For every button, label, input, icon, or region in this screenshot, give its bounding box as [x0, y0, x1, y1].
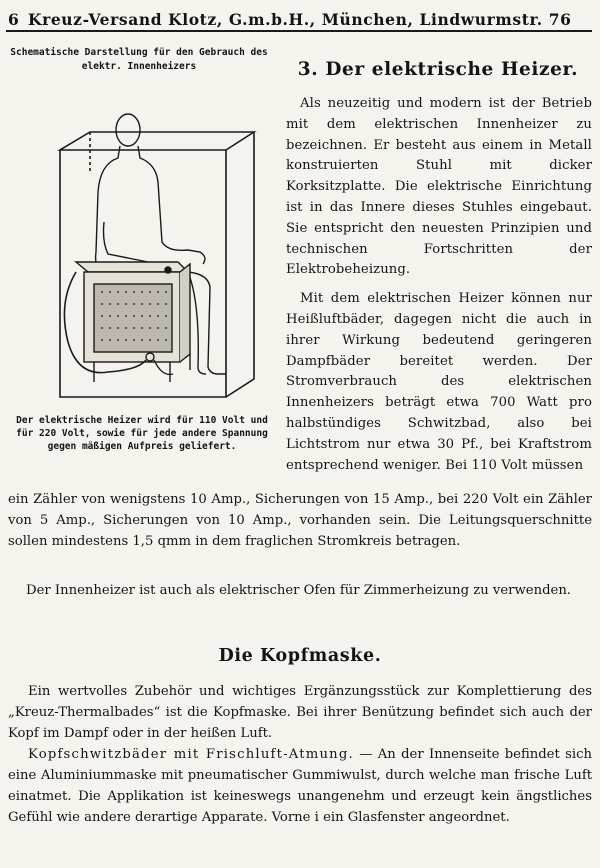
- kopfmaske-paragraph-2-text: — An der Innenseite befindet sich eine Aluminiummaske mit pneumatischer Gummiwulst, durch welche man frische Luft einatmet. Die Applikation ist keineswegs unangenehm und erzeugt kein ängstliches Gefühl wie andere derartige Apparate. Vorne i ein Glasfenster angeordnet.: [8, 747, 592, 825]
- page-header: [6, 4, 592, 32]
- heater-text-column: [286, 94, 592, 476]
- heater-paragraph-1: Als neuzeitig und modern ist der Betrieb mit dem elektrischen Innenheizer zu bezeichnen. Er besteht aus einem in Metall konstruierten Stuhl mit dicker Korksitzplatte. Die elektrische Einrichtung ist in das Innere dieses Stuhles eingebaut. Sie entspricht den neuesten Prinzipien und technischen Fortschritten der Elektrobeheizung.: [286, 96, 592, 278]
- heater-paragraph-2-continued: ein Zähler von wenigstens 10 Amp., Sicherungen von 15 Amp., bei 220 Volt ein Zähler von 5 Amp., Sicherungen von 10 Amp., vorhanden sein. Die Leitungsquerschnitte sollen mindestens 1,5 qmm in dem fraglichen Stromkreis betragen.: [8, 492, 592, 549]
- figure-caption-top: Schematische Darstellung für den Gebrauch des elektr. Innenheizers: [10, 47, 268, 72]
- heater-paragraph-3-text: Der Innenheizer ist auch als elektrischer Ofen für Zimmerheizung zu verwenden.: [26, 583, 572, 598]
- figure-caption-bottom: Der elektrische Heizer wird für 110 Volt und für 220 Volt, sowie für jede andere Spannung gegen mäßigen Aufpreis geliefert.: [16, 415, 268, 452]
- kopfmaske-paragraph-1: Ein wertvolles Zubehör und wichtiges Ergänzungsstück zur Komplettierung des „Kreuz-Thermalbades“ ist die Kopfmaske. Bei ihrer Benützung befindet sich auch der Kopf im Dampf oder in der heißen Luft.: [8, 684, 592, 741]
- kopfmaske-text: [8, 681, 592, 828]
- page-number: 6: [8, 10, 20, 29]
- header-rule: [6, 30, 592, 32]
- heater-illustration: [38, 102, 258, 407]
- heater-paragraph-3: [8, 581, 592, 602]
- kopfmaske-paragraph-2-lead: Kopfschwitzbäder mit Frischluft-Atmung.: [28, 747, 354, 762]
- kopfmaske-paragraph-2: [8, 744, 592, 828]
- section-title-heater: 3. Der elektrische Heizer.: [297, 59, 579, 80]
- heater-illustration-svg: [38, 102, 258, 407]
- section-title-kopfmaske: Die Kopfmaske.: [218, 646, 382, 666]
- heater-paragraph-2: Mit dem elektrischen Heizer können nur Heißluftbäder, dagegen nicht die auch in ihrer Wirkung bedeutend geringeren Dampfbäder bereitet werden. Der Stromverbrauch des elektrischen Innenheizers beträgt etwa 700 Watt pro halbstündiges Schwitzbad, also bei Lichtstrom nur etwa 30 Pf., bei Kraftstrom entsprechend weniger. Bei 110 Volt müssen: [286, 291, 592, 473]
- header-text: Kreuz-Versand Klotz, G.m.b.H., München, Lindwurmstr. 76: [28, 10, 572, 29]
